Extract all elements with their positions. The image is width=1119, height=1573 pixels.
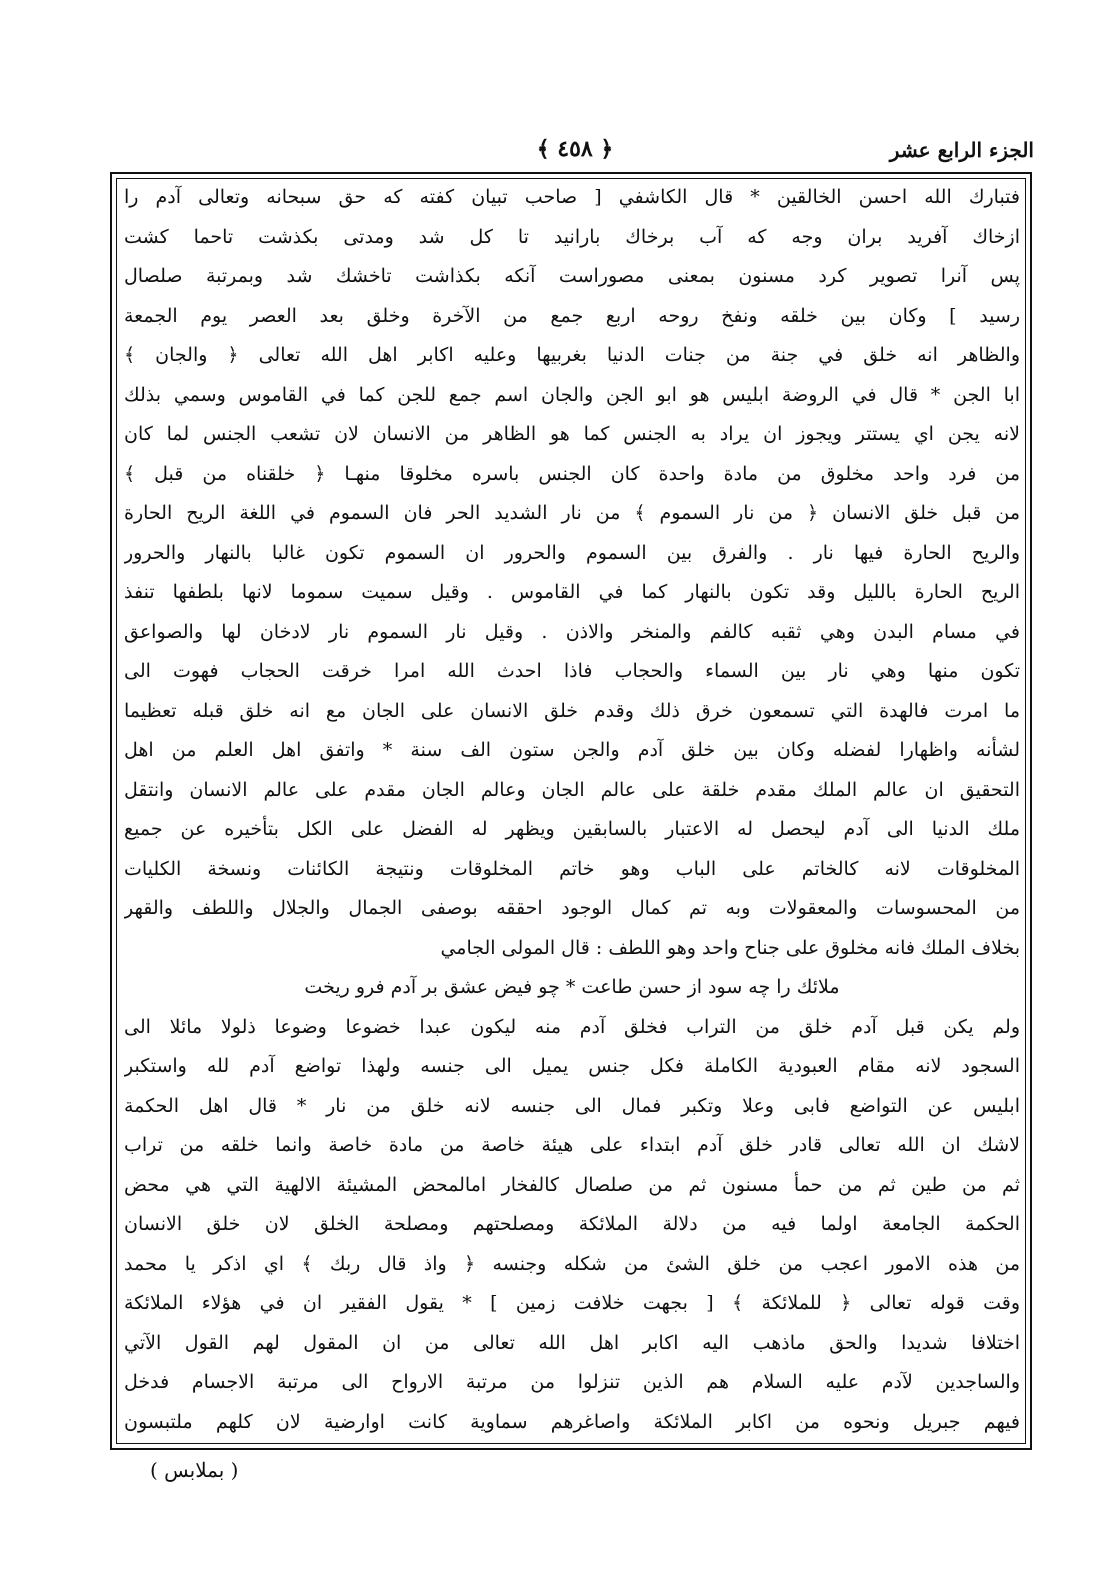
text-line: فتبارك الله احسن الخالقين * قال الكاشفي [ صاحب تبيان كفته كه حق سبحانه وتعالى آدم را <box>124 186 1020 208</box>
text-line: پس آنرا تصوير كرد مسنون بمعنى مصوراست آنكه بكذاشت تاخشك شد وبمرتبة صلصال <box>124 265 1020 287</box>
catchword: ( بملابس ) <box>150 1458 239 1482</box>
text-line: لشأنه واظهارا لفضله وكان بين خلق آدم والجن ستون الف سنة * واتفق اهل العلم من اهل <box>124 739 1020 761</box>
verse-line: ملائك را چه سود از حسن طاعت * چو فيض عشق بر آدم فرو ريخت <box>304 976 840 998</box>
text-line: ازخاك آفريد بران وجه كه آب برخاك بارانيد تا كل شد ومدتى بكذشت تاحما كشت <box>124 225 1020 248</box>
text-line: اختلافا شديدا والحق ماذهب اليه اكابر اهل الله تعالى من ان المقول لهم القول الآتي <box>124 1331 1020 1354</box>
text-line: بخلاف الملك فانه مخلوق على جناح واحد وهو اللطف : قال المولى الجامي <box>440 936 1020 959</box>
text-line: تكون منها وهي نار بين السماء والحجاب فاذا احدث الله امرا خرقت الحجاب فهوت الى <box>124 660 1020 682</box>
text-line: ولم يكن قبل آدم خلق من التراب فخلق آدم منه ليكون عبدا خضوعا وضوعا ذلولا مائلا الى <box>124 1015 1020 1038</box>
text-line: من هذه الامور اعجب من خلق الشئ من شكله وجنسه ﴿ واذ قال ربك ﴾ اي اذكر يا محمد <box>124 1252 1020 1275</box>
text-line: والريح الحارة فيها نار . والفرق بين السموم والحرور ان السموم تكون غالبا بالنهار والحرور <box>124 541 1020 564</box>
text-line: ما امرت فالهدة التي تسمعون خرق ذلك وقدم خلق الانسان على الجان مع انه خلق قبله تعظيما <box>124 699 1020 722</box>
page-header <box>116 132 1034 172</box>
text-body <box>124 178 1020 1444</box>
part-title: الجزء الرابع عشر <box>889 138 1034 162</box>
text-line: من المحسوسات والمعقولات وبه تم كمال الوجود احققه بوصفى الجمال والجلال واللطف والقهر <box>124 897 1020 919</box>
text-line: لانه يجن اي يستتر ويجوز ان يراد به الجنس كما هو الظاهر من الانسان لان تشعب الجنس لما كان <box>124 423 1020 445</box>
text-line: ملك الدنيا الى آدم ليحصل له الاعتبار بالسابقين ويظهر له الفضل على الكل بتأخيره عن جميع <box>124 818 1020 840</box>
text-line: في مسام البدن وهي ثقبه كالفم والمنخر والاذن . وقيل نار السموم نار لادخان لها والصواعق <box>124 620 1020 643</box>
text-line: والظاهر انه خلق في جنة من جنات الدنيا بغربيها وعليه اكابر اهل الله تعالى ﴿ والجان ﴾ <box>124 344 1020 366</box>
page-number: ﴿ ٤٥٨ ﴾ <box>536 136 614 162</box>
text-line: لاشك ان الله تعالى قادر خلق آدم ابتداء على هيئة خاصة من مادة خاصة وانما خلقه من تراب <box>124 1134 1020 1156</box>
text-line: الحكمة الجامعة اولما فيه من دلالة الملائكة ومصلحتهم ومصلحة الخلق لان خلق الانسان <box>124 1213 1020 1235</box>
text-line: المخلوقات لانه كالخاتم على الباب وهو خاتم المخلوقات ونتيجة الكائنات ونسخة الكليات <box>124 857 1020 880</box>
text-line: الريح الحارة بالليل وقد تكون بالنهار كما في القاموس . وقيل سميت سموما لانها بلطفها تنفذ <box>124 581 1020 603</box>
text-line: رسيد ] وكان بين خلقه ونفخ روحه اربع جمع من الآخرة وخلق بعد العصر يوم الجمعة <box>124 304 1020 327</box>
text-line: التحقيق ان عالم الملك مقدم خلقة على عالم الجان وعالم الجان مقدم على عالم الانسان وانتقل <box>124 778 1020 801</box>
text-line: ابليس عن التواضع فابى وعلا وتكبر فمال الى جنسه لانه خلق من نار * قال اهل الحكمة <box>124 1094 1020 1117</box>
text-line: من قبل خلق الانسان ﴿ من نار السموم ﴾ من نار الشديد الحر فان السموم في اللغة الريح الحارة <box>124 502 1020 524</box>
text-line: وقت قوله تعالى ﴿ للملائكة ﴾ [ بجهت خلافت زمين ] * يقول الفقير ان في هؤلاء الملائكة <box>124 1292 1020 1314</box>
text-line: ابا الجن * قال في الروضة ابليس هو ابو الجن والجان اسم جمع للجن كما في القاموس وسمي بذلك <box>124 383 1020 406</box>
text-line: فيهم جبريل ونحوه من اكابر الملائكة واصاغرهم سماوية كانت اوارضية لان كلهم ملتبسون <box>124 1410 1020 1433</box>
text-line: والساجدين لآدم عليه السلام هم الذين تنزلوا من مرتبة الارواح الى مرتبة الاجسام فدخل <box>124 1371 1020 1393</box>
text-line: من فرد واحد مخلوق من مادة واحدة كان الجنس باسره مخلوقا منهـا ﴿ خلقناه من قبل ﴾ <box>124 462 1020 485</box>
text-line: السجود لانه مقام العبودية الكاملة فكل جنس يميل الى جنسه ولهذا تواضع آدم لله واستكبر <box>124 1055 1020 1077</box>
text-line: ثم من طين ثم من حمأ مسنون ثم من صلصال كالفخار امالمحض المشيئة الالهية التي هي محض <box>124 1173 1020 1196</box>
